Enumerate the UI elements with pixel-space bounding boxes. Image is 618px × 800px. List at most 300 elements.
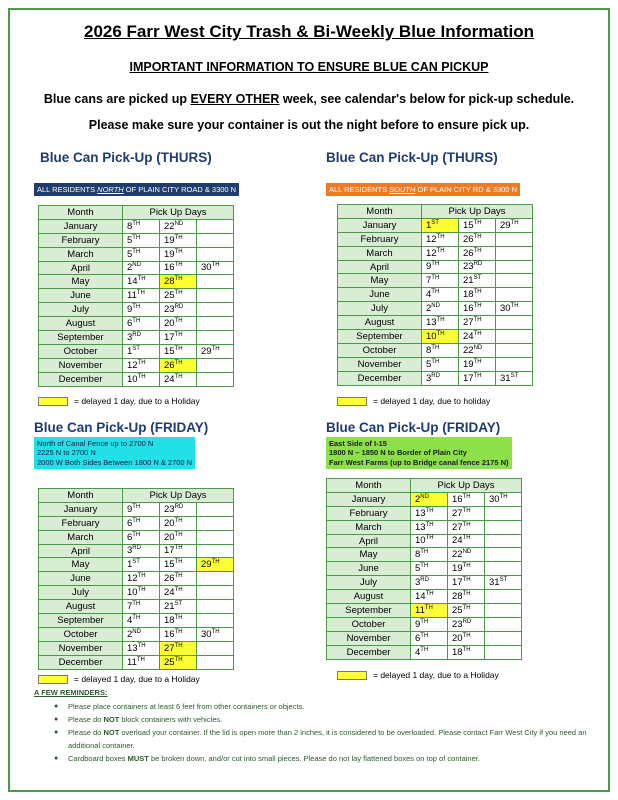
reminders-list <box>68 700 588 765</box>
pickup-day-cell <box>160 317 197 331</box>
table-row <box>327 520 522 534</box>
day-number: 5 <box>127 234 133 246</box>
pickup-day-cell <box>123 516 160 530</box>
table-row <box>39 586 234 600</box>
pickup-day-cell <box>123 219 160 233</box>
day-number: 3 <box>127 332 133 344</box>
day-number: 5 <box>426 358 432 370</box>
month-cell: September <box>338 330 422 344</box>
day-number: 13 <box>426 317 437 329</box>
pickup-day-cell <box>485 604 522 618</box>
day-suffix: TH <box>420 646 429 653</box>
day-number: 14 <box>415 591 426 603</box>
day-number: 16 <box>452 493 463 505</box>
pickup-day-cell <box>197 303 234 317</box>
day-number: 10 <box>127 373 138 385</box>
pickup-day-cell <box>485 506 522 520</box>
pickup-day-cell <box>197 600 234 614</box>
month-cell: March <box>39 247 123 261</box>
pickup-day-cell <box>496 302 533 316</box>
month-cell: April <box>327 534 411 548</box>
column-header-month: Month <box>39 489 123 503</box>
reminder-item: ● Please do NOT overload your container. If the lid is open more than 2 inches, it is considered to be overloaded. Please contact Farr West City if you need an additional container. <box>68 726 588 752</box>
table-row <box>39 233 234 247</box>
pickup-day-cell-holiday <box>160 655 197 669</box>
month-cell: December <box>39 372 123 386</box>
pickup-day-cell <box>411 590 448 604</box>
column-header-month: Month <box>39 206 123 220</box>
day-suffix: TH <box>499 493 508 500</box>
day-suffix: TH <box>132 248 141 255</box>
holiday-swatch <box>337 671 367 680</box>
pickup-day-cell <box>422 371 459 385</box>
day-suffix: TH <box>473 316 482 323</box>
month-cell: July <box>338 302 422 316</box>
table-row <box>39 516 234 530</box>
day-suffix: TH <box>211 262 220 269</box>
pickup-day-cell <box>123 275 160 289</box>
month-cell: January <box>39 502 123 516</box>
table-row <box>39 247 234 261</box>
day-number: 26 <box>164 359 175 371</box>
day-suffix: TH <box>132 503 141 510</box>
pickup-day-cell <box>496 274 533 288</box>
column-header-days: Pick Up Days <box>123 489 234 503</box>
day-suffix: TH <box>137 359 146 366</box>
pickup-day-cell-holiday <box>422 218 459 232</box>
month-cell: May <box>338 274 422 288</box>
pickup-day-cell <box>448 645 485 659</box>
day-suffix: TH <box>132 531 141 538</box>
table-row <box>39 344 234 358</box>
month-cell: July <box>327 576 411 590</box>
day-number: 23 <box>452 618 463 630</box>
pickup-day-cell <box>459 260 496 274</box>
page-title: 2026 Farr West City Trash & Bi-Weekly Blue Information <box>83 22 534 41</box>
banner-line: Farr West Farms (up to Bridge canal fence 2175 N) <box>329 457 509 467</box>
day-suffix: RD <box>132 331 141 338</box>
day-suffix: TH <box>462 590 471 597</box>
day-suffix: TH <box>420 632 429 639</box>
day-suffix: TH <box>137 587 146 594</box>
day-number: 30 <box>201 262 212 274</box>
pickup-day-cell <box>197 247 234 261</box>
pickup-day-cell <box>496 330 533 344</box>
pickup-day-cell <box>448 590 485 604</box>
pickup-day-cell <box>160 586 197 600</box>
month-cell: April <box>39 261 123 275</box>
day-number: 20 <box>452 632 463 644</box>
pickup-day-cell <box>459 343 496 357</box>
table-row <box>327 506 522 520</box>
month-cell: June <box>39 289 123 303</box>
month-cell: August <box>39 600 123 614</box>
pickup-day-cell <box>160 372 197 386</box>
pickup-day-cell <box>160 627 197 641</box>
table-row <box>338 316 533 330</box>
table-row <box>327 562 522 576</box>
table-row <box>39 641 234 655</box>
pickup-table-thurs-north <box>38 205 234 387</box>
day-number: 1 <box>127 559 133 571</box>
pickup-day-cell <box>485 631 522 645</box>
pickup-day-cell <box>448 506 485 520</box>
section-title-friday-north: Blue Can Pick-Up (FRIDAY) <box>34 420 209 435</box>
day-number: 4 <box>426 289 432 301</box>
day-suffix: TH <box>132 517 141 524</box>
table-row <box>338 357 533 371</box>
pickup-day-cell <box>448 617 485 631</box>
day-number: 30 <box>500 303 511 315</box>
pickup-day-cell-holiday <box>197 558 234 572</box>
table-row <box>39 317 234 331</box>
pickup-day-cell <box>123 558 160 572</box>
day-suffix: TH <box>174 234 183 241</box>
pickup-day-cell-holiday <box>422 330 459 344</box>
pickup-day-cell <box>123 614 160 628</box>
day-suffix: TH <box>174 373 183 380</box>
day-suffix: TH <box>473 247 482 254</box>
day-number: 8 <box>127 220 133 232</box>
month-cell: November <box>39 358 123 372</box>
month-cell: February <box>39 516 123 530</box>
month-cell: December <box>39 655 123 669</box>
month-cell: August <box>327 590 411 604</box>
pickup-day-cell <box>411 631 448 645</box>
day-suffix: TH <box>174 573 183 580</box>
pickup-day-cell <box>485 534 522 548</box>
pickup-day-cell <box>123 247 160 261</box>
month-cell: April <box>39 544 123 558</box>
table-row <box>39 530 234 544</box>
day-suffix: TH <box>431 289 440 296</box>
table-row <box>327 590 522 604</box>
day-suffix: TH <box>462 535 471 542</box>
pickup-day-cell <box>459 371 496 385</box>
day-number: 25 <box>452 605 463 617</box>
day-suffix: RD <box>174 503 184 510</box>
pickup-day-cell <box>197 516 234 530</box>
day-suffix: TH <box>132 600 141 607</box>
pickup-day-cell <box>496 288 533 302</box>
table-row <box>338 330 533 344</box>
pickup-day-cell <box>160 516 197 530</box>
day-number: 15 <box>463 219 474 231</box>
table-row <box>39 372 234 386</box>
pickup-day-cell <box>160 344 197 358</box>
info-line-2: Please make sure your container is out the night before to ensure pick up. <box>88 118 530 132</box>
day-suffix: TH <box>137 276 146 283</box>
table-row <box>39 275 234 289</box>
pickup-day-cell <box>422 343 459 357</box>
table-row <box>327 631 522 645</box>
pickup-day-cell <box>459 288 496 302</box>
day-suffix: TH <box>174 614 183 621</box>
day-suffix: TH <box>174 517 183 524</box>
pickup-day-cell <box>160 261 197 275</box>
table-row <box>338 218 533 232</box>
month-cell: October <box>327 617 411 631</box>
pickup-day-cell <box>123 344 160 358</box>
day-suffix: RD <box>462 618 472 625</box>
pickup-day-cell-holiday <box>411 604 448 618</box>
pickup-day-cell <box>197 219 234 233</box>
month-cell: March <box>39 530 123 544</box>
day-suffix: ND <box>132 628 141 635</box>
day-number: 6 <box>127 318 133 330</box>
pickup-day-cell <box>197 627 234 641</box>
area-banner-friday-east <box>326 437 512 469</box>
pickup-day-cell <box>197 655 234 669</box>
day-number: 9 <box>415 618 421 630</box>
table-row <box>39 331 234 345</box>
pickup-day-cell <box>123 655 160 669</box>
day-suffix: TH <box>174 545 183 552</box>
pickup-day-cell <box>197 317 234 331</box>
day-suffix: TH <box>473 358 482 365</box>
pickup-day-cell <box>197 544 234 558</box>
pickup-day-cell <box>485 590 522 604</box>
day-number: 9 <box>127 503 133 515</box>
table-row <box>39 502 234 516</box>
pickup-table-friday-north <box>38 488 234 670</box>
day-suffix: TH <box>436 233 445 240</box>
pickup-day-cell <box>422 302 459 316</box>
pickup-day-cell <box>411 548 448 562</box>
day-number: 3 <box>127 545 133 557</box>
column-header-month: Month <box>338 205 422 219</box>
day-number: 23 <box>164 503 175 515</box>
column-header-days: Pick Up Days <box>123 206 234 220</box>
month-cell: February <box>39 233 123 247</box>
pickup-day-cell <box>123 317 160 331</box>
table-header-row <box>39 489 234 503</box>
day-suffix: TH <box>174 628 183 635</box>
pickup-day-cell <box>448 604 485 618</box>
day-suffix: ST <box>499 577 508 584</box>
holiday-swatch <box>337 397 367 406</box>
table-row <box>39 614 234 628</box>
day-number: 3 <box>426 372 432 384</box>
pickup-day-cell <box>496 357 533 371</box>
day-number: 1 <box>426 219 432 231</box>
day-number: 25 <box>164 656 175 668</box>
pickup-day-cell <box>197 572 234 586</box>
pickup-day-cell <box>411 576 448 590</box>
pickup-day-cell <box>448 631 485 645</box>
day-suffix: TH <box>462 577 471 584</box>
day-number: 6 <box>415 632 421 644</box>
pickup-day-cell <box>411 645 448 659</box>
table-row <box>39 572 234 586</box>
pickup-day-cell <box>160 558 197 572</box>
table-row <box>327 492 522 506</box>
pickup-day-cell <box>160 530 197 544</box>
pickup-day-cell <box>485 520 522 534</box>
day-number: 17 <box>164 332 175 344</box>
month-cell: June <box>327 562 411 576</box>
day-suffix: ST <box>174 600 183 607</box>
day-suffix: TH <box>174 642 183 649</box>
month-cell: January <box>39 219 123 233</box>
pickup-day-cell <box>197 586 234 600</box>
day-number: 21 <box>164 601 175 613</box>
day-suffix: TH <box>510 303 519 310</box>
day-number: 10 <box>426 331 437 343</box>
area-banner-thurs-south <box>326 183 520 196</box>
pickup-day-cell <box>197 233 234 247</box>
day-number: 29 <box>201 345 212 357</box>
pickup-day-cell <box>422 274 459 288</box>
pickup-day-cell <box>123 502 160 516</box>
month-cell: September <box>327 604 411 618</box>
table-row <box>39 358 234 372</box>
pickup-day-cell <box>459 316 496 330</box>
pickup-day-cell <box>123 372 160 386</box>
day-suffix: ST <box>132 345 140 352</box>
table-row <box>338 260 533 274</box>
month-cell: August <box>39 317 123 331</box>
day-number: 12 <box>426 247 437 259</box>
day-number: 14 <box>127 276 138 288</box>
table-header-row <box>39 206 234 220</box>
month-cell: September <box>39 331 123 345</box>
day-suffix: TH <box>462 521 471 528</box>
day-number: 26 <box>164 573 175 585</box>
table-row <box>338 274 533 288</box>
month-cell: February <box>327 506 411 520</box>
day-number: 11 <box>127 290 137 302</box>
pickup-day-cell <box>160 502 197 516</box>
pickup-day-cell <box>160 247 197 261</box>
day-number: 17 <box>164 545 175 557</box>
table-header-row <box>327 479 522 493</box>
day-number: 22 <box>463 344 474 356</box>
month-cell: December <box>338 371 422 385</box>
holiday-swatch <box>38 675 68 684</box>
pickup-day-cell <box>459 246 496 260</box>
legend-friday-east: = delayed 1 day, due to a Holiday <box>337 670 499 680</box>
day-number: 8 <box>415 549 421 561</box>
day-number: 6 <box>127 517 133 529</box>
pickup-day-cell-holiday <box>411 492 448 506</box>
day-suffix: TH <box>420 618 429 625</box>
pickup-day-cell <box>485 617 522 631</box>
month-cell: October <box>39 344 123 358</box>
day-suffix: TH <box>174 559 183 566</box>
banner-line: ALL RESIDENTS NORTH OF PLAIN CITY ROAD & 3300 N <box>37 185 237 194</box>
day-number: 20 <box>164 531 175 543</box>
table-row <box>39 261 234 275</box>
pickup-day-cell <box>448 548 485 562</box>
section-title-friday-east: Blue Can Pick-Up (FRIDAY) <box>326 420 501 435</box>
pickup-day-cell <box>459 302 496 316</box>
day-suffix: TH <box>420 563 429 570</box>
day-number: 23 <box>164 304 175 316</box>
day-suffix: ST <box>431 219 439 226</box>
day-suffix: TH <box>174 276 183 283</box>
day-suffix: TH <box>136 290 145 297</box>
day-suffix: TH <box>174 290 183 297</box>
table-row <box>39 289 234 303</box>
pickup-day-cell <box>123 530 160 544</box>
pickup-day-cell <box>197 331 234 345</box>
day-number: 10 <box>415 535 426 547</box>
day-suffix: TH <box>462 646 471 653</box>
day-number: 30 <box>201 628 212 640</box>
day-number: 5 <box>415 563 421 575</box>
pickup-day-cell <box>123 641 160 655</box>
day-suffix: TH <box>425 590 434 597</box>
day-number: 12 <box>426 233 437 245</box>
pickup-day-cell <box>123 289 160 303</box>
pickup-day-cell <box>422 316 459 330</box>
area-banner-friday-north <box>34 437 195 469</box>
day-number: 16 <box>164 628 175 640</box>
month-cell: November <box>39 641 123 655</box>
pickup-day-cell <box>160 600 197 614</box>
pickup-day-cell-holiday <box>160 641 197 655</box>
day-number: 31 <box>489 577 500 589</box>
day-suffix: TH <box>473 289 482 296</box>
day-number: 26 <box>463 233 474 245</box>
day-suffix: TH <box>211 628 220 635</box>
day-number: 12 <box>127 359 138 371</box>
month-cell: January <box>338 218 422 232</box>
day-suffix: TH <box>174 262 183 269</box>
day-suffix: TH <box>431 275 440 282</box>
pickup-day-cell <box>448 534 485 548</box>
day-number: 11 <box>127 656 137 668</box>
pickup-day-cell <box>197 614 234 628</box>
day-number: 2 <box>127 262 133 274</box>
day-number: 13 <box>415 507 426 519</box>
pickup-day-cell <box>496 246 533 260</box>
day-number: 16 <box>164 262 175 274</box>
day-suffix: TH <box>431 358 440 365</box>
day-suffix: TH <box>132 304 141 311</box>
day-suffix: TH <box>425 535 434 542</box>
day-suffix: TH <box>436 247 445 254</box>
day-number: 4 <box>127 615 133 627</box>
pickup-day-cell <box>485 492 522 506</box>
day-number: 30 <box>489 493 500 505</box>
pickup-day-cell <box>123 303 160 317</box>
day-number: 24 <box>164 587 175 599</box>
pickup-day-cell <box>448 520 485 534</box>
banner-line: 2225 N to 2700 N <box>37 448 96 458</box>
pickup-day-cell <box>422 357 459 371</box>
day-suffix: TH <box>174 317 183 324</box>
pickup-day-cell <box>197 372 234 386</box>
month-cell: March <box>327 520 411 534</box>
day-number: 11 <box>415 605 425 617</box>
month-cell: December <box>327 645 411 659</box>
day-number: 22 <box>452 549 463 561</box>
pickup-day-cell <box>459 357 496 371</box>
day-number: 28 <box>164 276 175 288</box>
column-header-month: Month <box>327 479 411 493</box>
day-number: 15 <box>164 345 175 357</box>
pickup-day-cell <box>160 289 197 303</box>
day-number: 28 <box>452 591 463 603</box>
pickup-day-cell <box>123 233 160 247</box>
day-number: 1 <box>127 345 133 357</box>
reminder-item: ● Cardboard boxes MUST be broken down, and/or cut into small pieces. Please do not lay flattened boxes on top of container. <box>68 752 588 765</box>
table-row <box>39 219 234 233</box>
day-number: 12 <box>127 573 138 585</box>
pickup-day-cell <box>160 572 197 586</box>
